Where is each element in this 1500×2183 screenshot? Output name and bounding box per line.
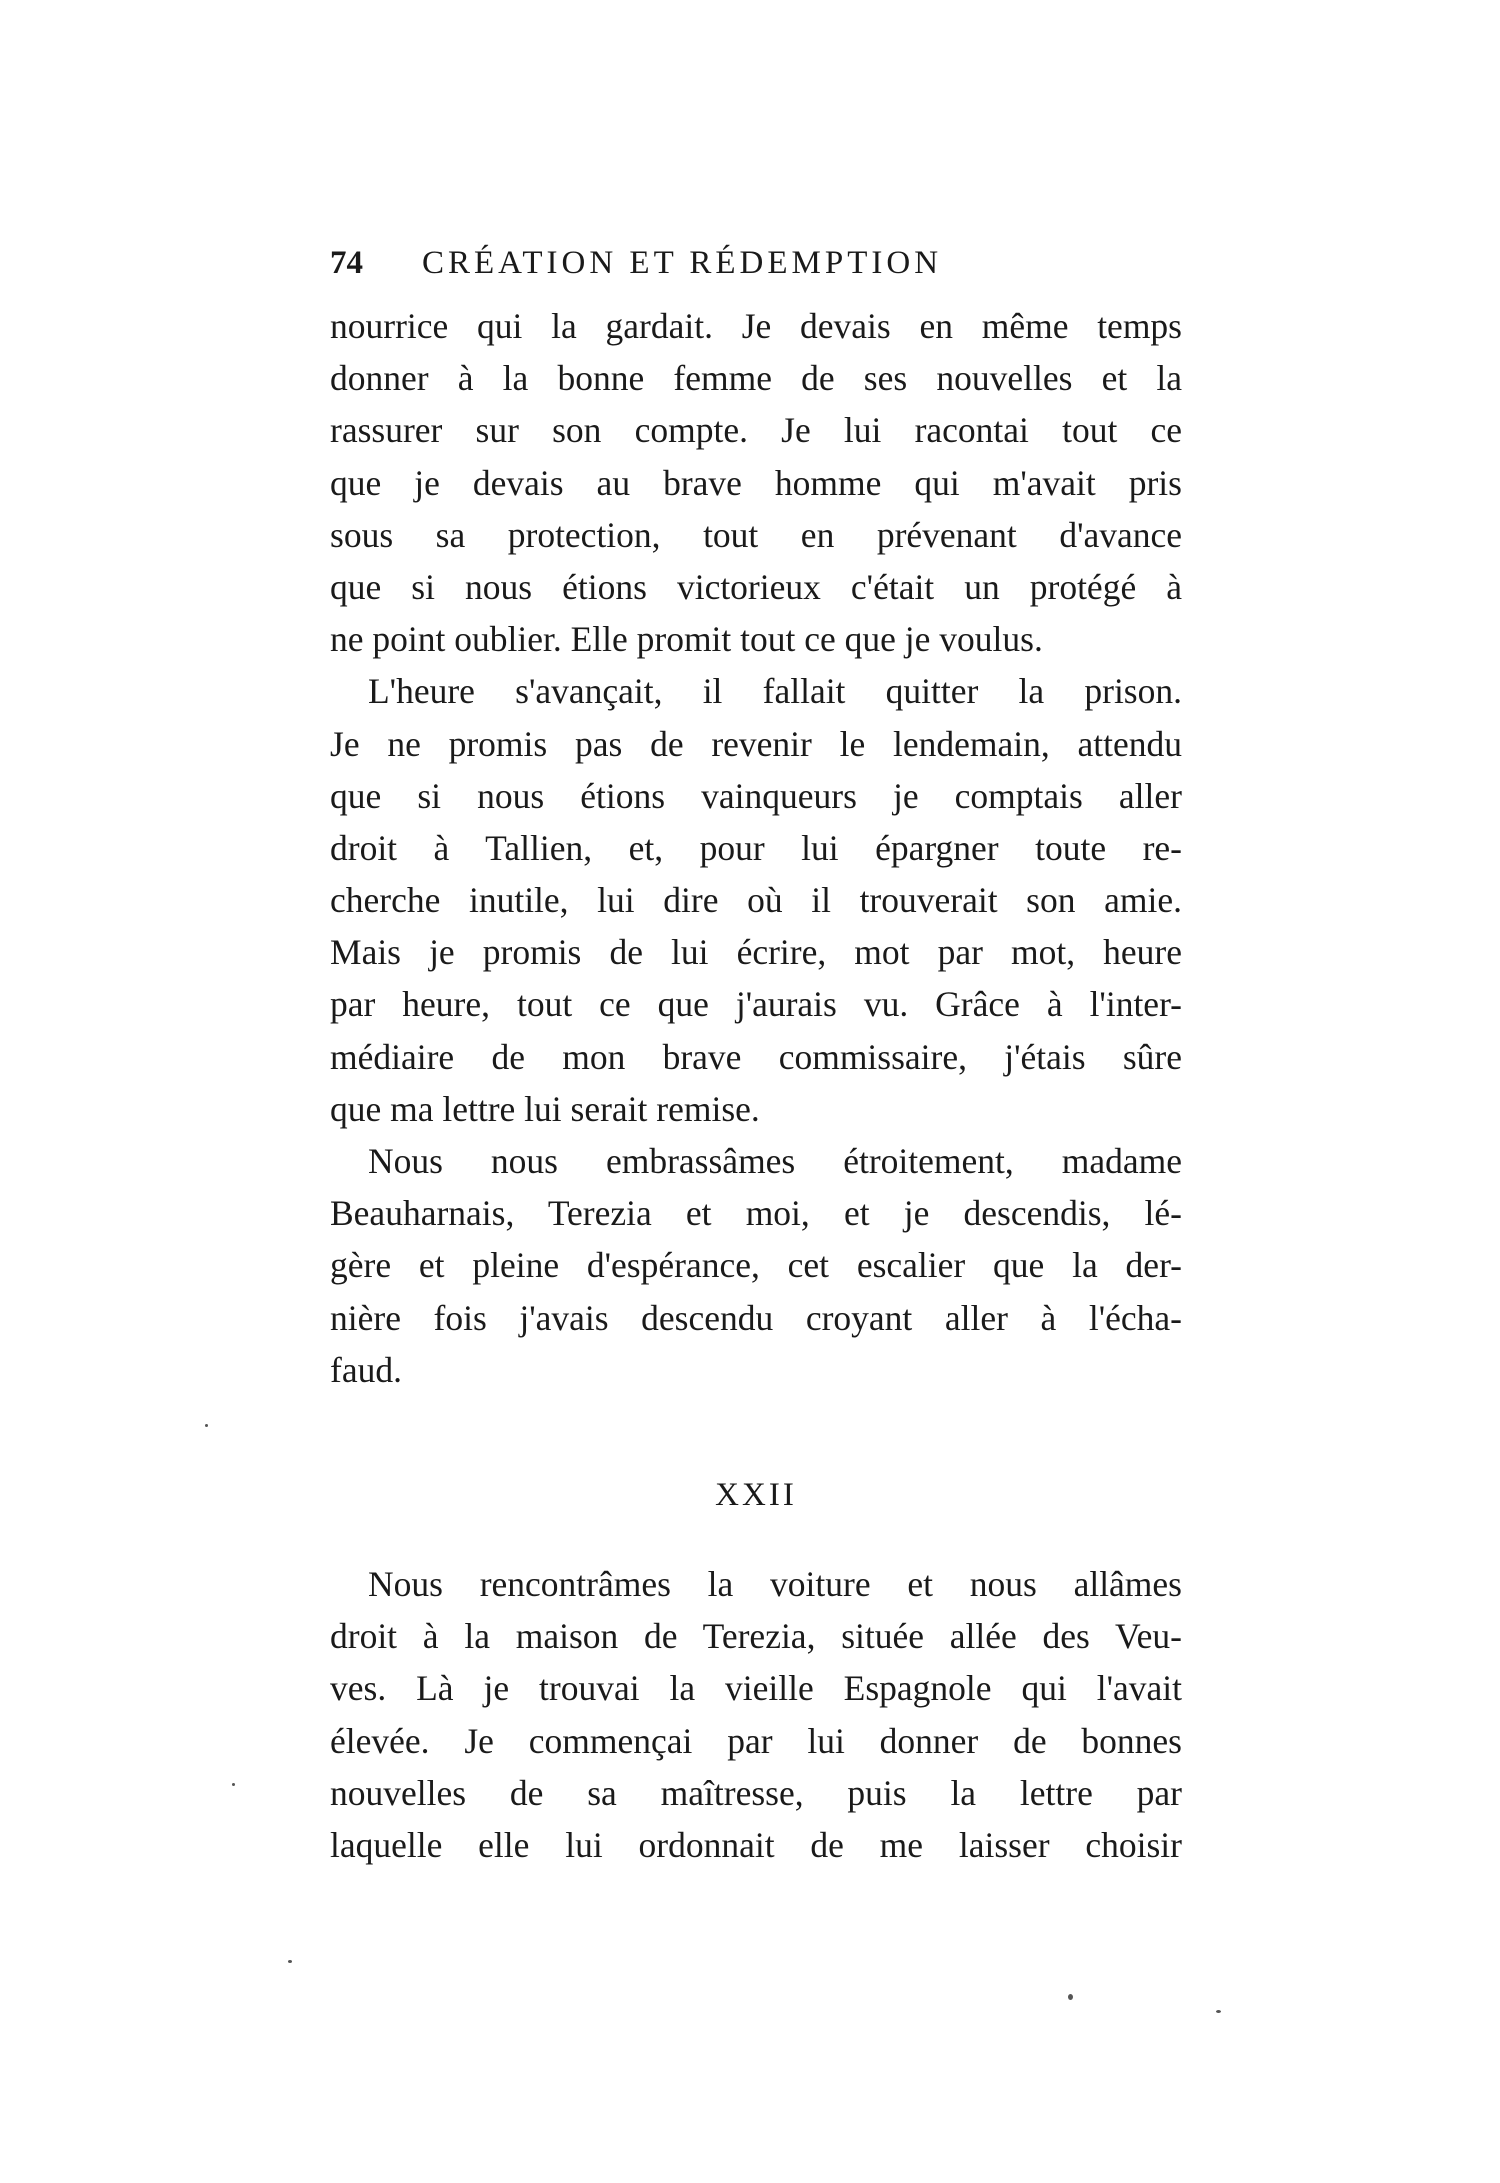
text-line: ves. Là je trouvai la vieille Espagnole qui l'avait xyxy=(330,1668,1182,1709)
page-number: 74 xyxy=(330,245,363,281)
text-line: nière fois j'avais descendu croyant aller à l'écha- xyxy=(330,1297,1182,1338)
body-text-before-section xyxy=(330,300,1182,1396)
text-line: faud. xyxy=(330,1349,402,1390)
text-line: rassurer sur son compte. Je lui racontai tout ce xyxy=(330,410,1182,451)
text-line: Beauharnais, Terezia et moi, et je descendis, lé- xyxy=(330,1193,1182,1234)
section-heading: XXII xyxy=(715,1477,797,1513)
scan-speck xyxy=(1216,2010,1221,2013)
scan-speck xyxy=(232,1783,235,1786)
text-line: élevée. Je commençai par lui donner de bonnes xyxy=(330,1720,1182,1761)
text-line: gère et pleine d'espérance, cet escalier que la der- xyxy=(330,1245,1182,1286)
text-line: par heure, tout ce que j'aurais vu. Grâce à l'inter- xyxy=(330,984,1182,1025)
text-line: donner à la bonne femme de ses nouvelles et la xyxy=(330,358,1182,399)
text-line: Mais je promis de lui écrire, mot par mot, heure xyxy=(330,932,1182,973)
text-line: ne point oublier. Elle promit tout ce que je voulus. xyxy=(330,619,1043,660)
page-header xyxy=(330,238,1180,288)
text-line: nourrice qui la gardait. Je devais en même temps xyxy=(330,306,1182,346)
text-line: médiaire de mon brave commissaire, j'étais sûre xyxy=(330,1036,1182,1077)
text-line: sous sa protection, tout en prévenant d'avance xyxy=(330,514,1182,555)
text-line: Je ne promis pas de revenir le lendemain, attendu xyxy=(330,723,1182,764)
running-title: CRÉATION ET RÉDEMPTION xyxy=(422,245,943,281)
body-text-after-section xyxy=(330,1558,1182,1871)
scan-speck xyxy=(288,1960,292,1963)
text-line: que ma lettre lui serait remise. xyxy=(330,1088,760,1129)
text-line: droit à Tallien, et, pour lui épargner toute re- xyxy=(330,827,1182,868)
paragraph-first-line: L'heure s'avançait, il fallait quitter la prison. xyxy=(368,671,1182,712)
text-line: cherche inutile, lui dire où il trouverait son amie. xyxy=(330,880,1182,921)
text-line: que si nous étions victorieux c'était un protégé à xyxy=(330,566,1182,607)
text-line: droit à la maison de Terezia, située allée des Veu- xyxy=(330,1616,1182,1657)
text-line: laquelle elle lui ordonnait de me laisser choisir xyxy=(330,1824,1182,1865)
paragraph-first-line: Nous rencontrâmes la voiture et nous allâmes xyxy=(368,1564,1182,1604)
text-line: que je devais au brave homme qui m'avait pris xyxy=(330,462,1182,503)
paragraph-first-line: Nous nous embrassâmes étroitement, madame xyxy=(368,1141,1182,1181)
text-line: que si nous étions vainqueurs je comptais aller xyxy=(330,775,1182,816)
scan-speck xyxy=(205,1424,208,1427)
scan-speck xyxy=(1068,1994,1073,2000)
text-line: nouvelles de sa maîtresse, puis la lettre par xyxy=(330,1772,1182,1813)
